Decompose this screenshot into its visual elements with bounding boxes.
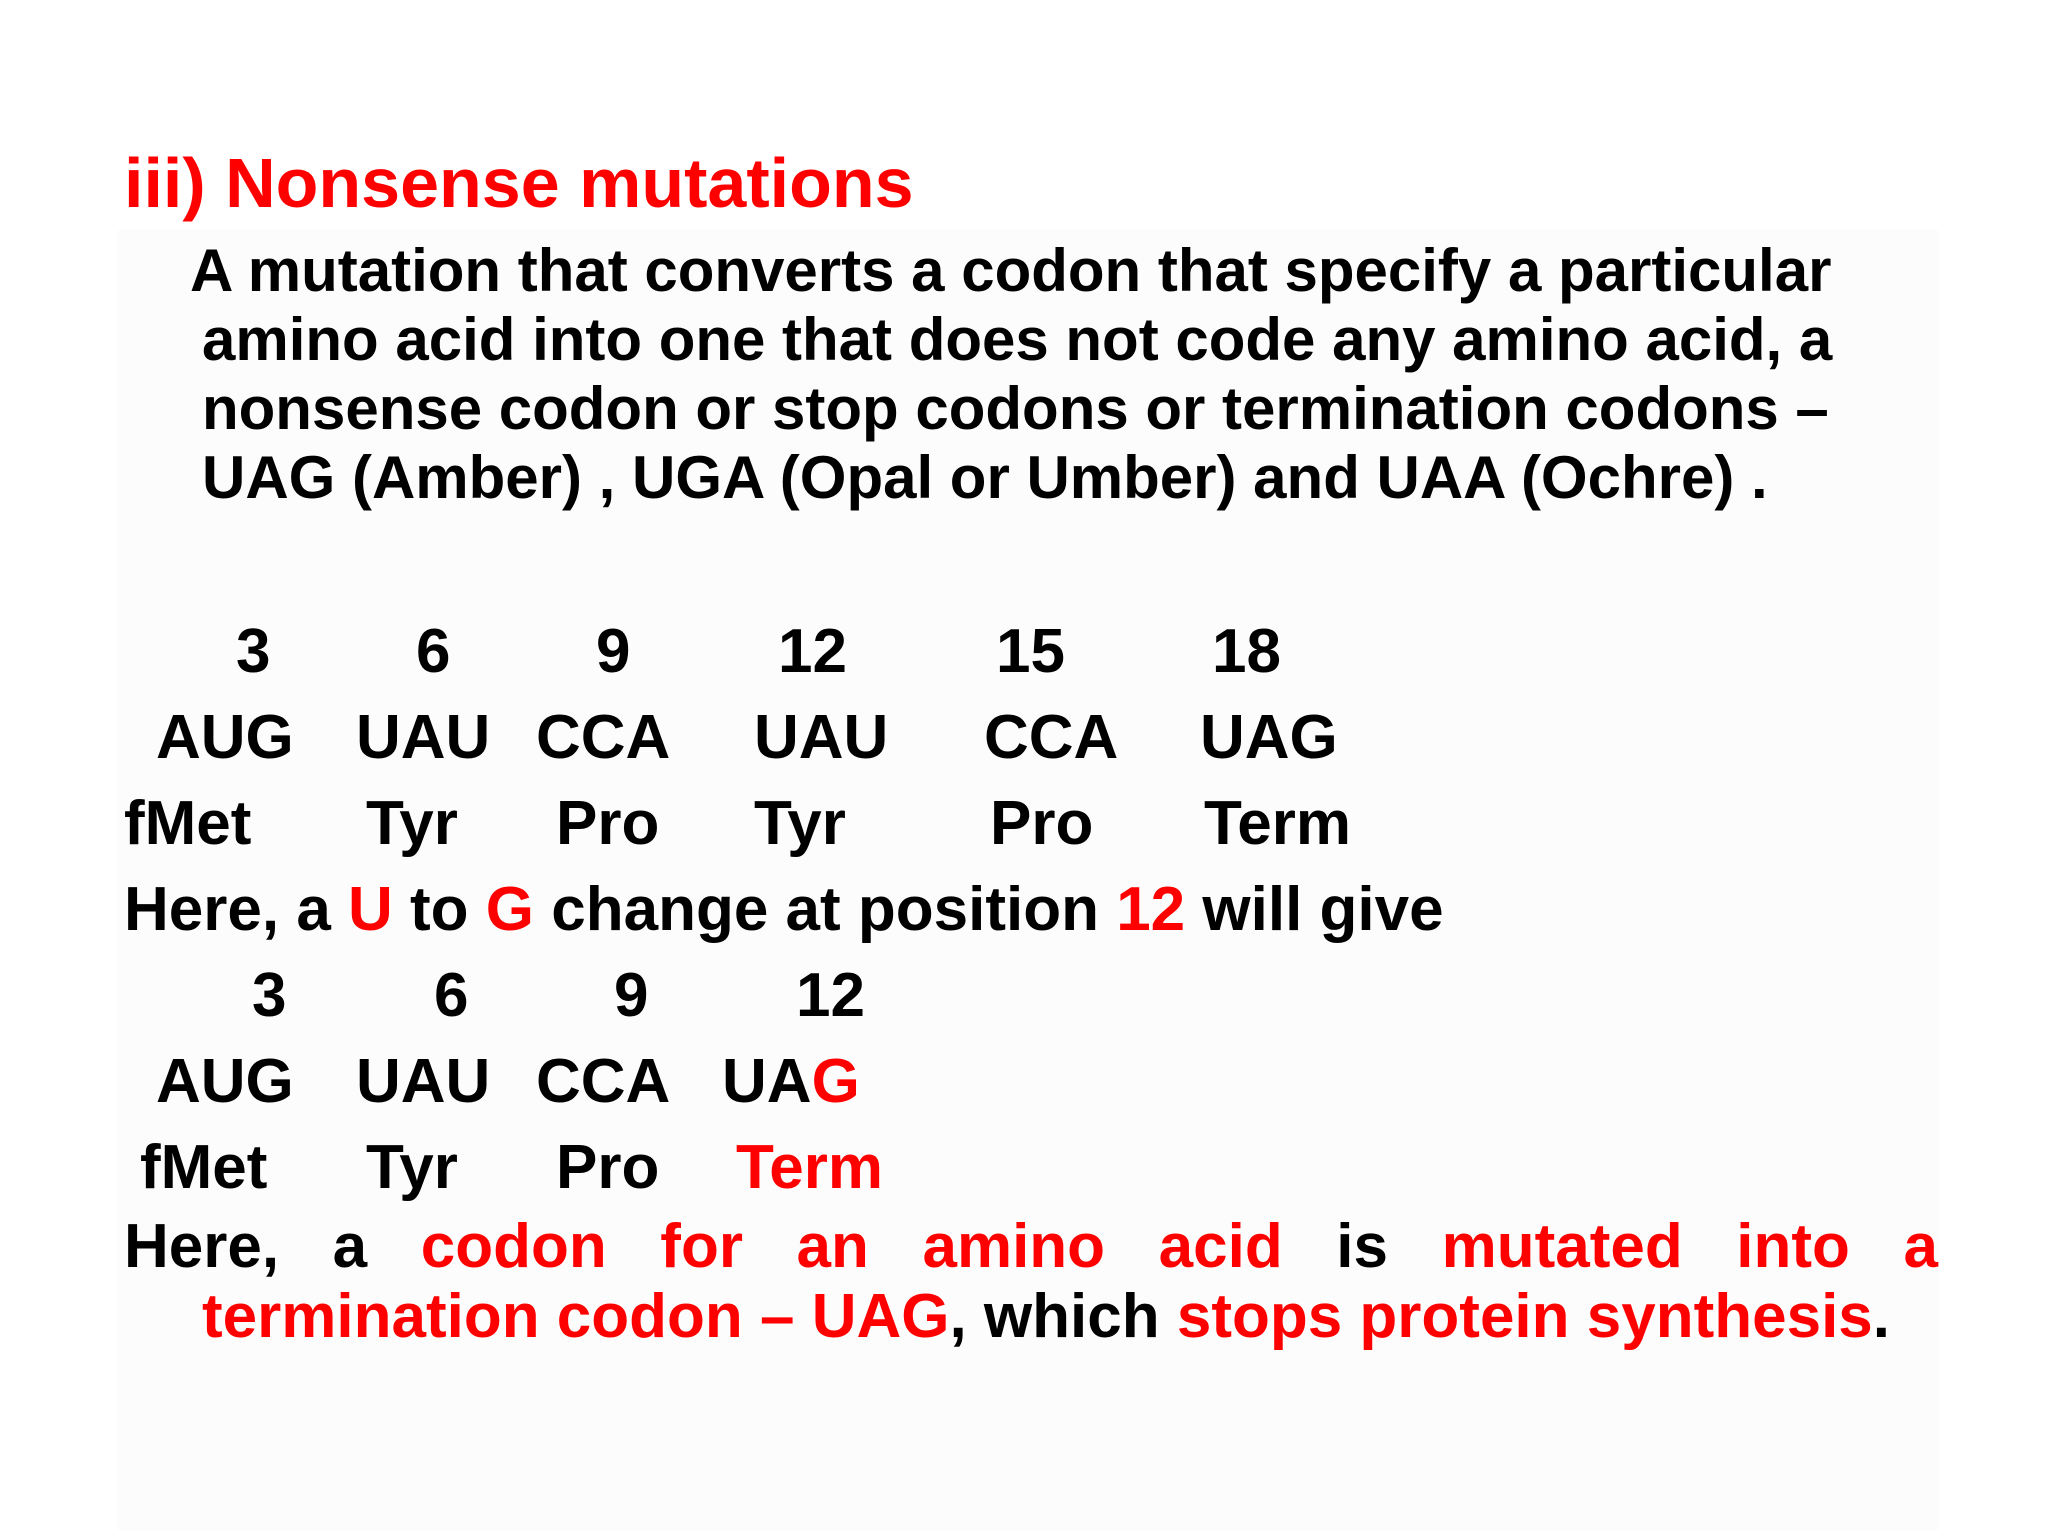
amino-acid: Tyr: [366, 789, 458, 858]
conclusion-line-2: [124, 1282, 1938, 1352]
codon: UAU: [356, 1047, 491, 1116]
termination-amino-acid: Term: [736, 1133, 884, 1202]
conclusion-highlight: stops protein synthesis: [1176, 1282, 1873, 1351]
amino-acid: Tyr: [366, 1133, 458, 1202]
amino-acid: Tyr: [754, 789, 846, 858]
conclusion-word: codon: [420, 1212, 607, 1281]
position-label: 9: [614, 961, 649, 1030]
definition-line-4: UAG (Amber) , UGA (Opal or Umber) and UAA (Ochre) .: [202, 444, 1768, 511]
original-base: U: [348, 875, 393, 944]
mutated-codon: [722, 1042, 860, 1122]
change-text: Here, a: [124, 875, 349, 944]
change-text: change at position: [534, 875, 1117, 944]
amino-acid: fMet: [124, 789, 252, 858]
conclusion-word: amino: [922, 1212, 1106, 1281]
mutation-position: 12: [1116, 875, 1186, 944]
conclusion-word: acid: [1158, 1212, 1283, 1281]
conclusion: [124, 1212, 1938, 1352]
conclusion-text: , which: [949, 1282, 1177, 1351]
conclusion-word: a: [1903, 1212, 1938, 1281]
mutated-base: G: [811, 1047, 860, 1116]
codon: CCA: [536, 703, 671, 772]
change-sentence: [124, 870, 1444, 950]
conclusion-line-1: [124, 1212, 1938, 1282]
conclusion-highlight: termination codon – UAG: [202, 1282, 950, 1351]
conclusion-word: for: [660, 1212, 743, 1281]
change-text: to: [392, 875, 486, 944]
conclusion-word: mutated: [1441, 1212, 1683, 1281]
codon: CCA: [984, 703, 1119, 772]
conclusion-word: Here,: [124, 1212, 280, 1281]
amino-acid: Pro: [556, 1133, 660, 1202]
position-label: 6: [416, 617, 451, 686]
position-label: 12: [796, 961, 865, 1030]
slide-title: iii) Nonsense mutations: [124, 144, 914, 222]
conclusion-word: is: [1336, 1212, 1388, 1281]
position-label: 15: [996, 617, 1065, 686]
position-label: 3: [252, 961, 287, 1030]
mutated-codon-prefix: UA: [722, 1047, 812, 1116]
codon: UAU: [754, 703, 889, 772]
definition-line-2: amino acid into one that does not code any amino acid, a: [202, 306, 1833, 373]
position-label: 18: [1212, 617, 1281, 686]
codon: AUG: [156, 703, 294, 772]
definition-line-1: A mutation that converts a codon that specify a particular: [190, 237, 1832, 304]
conclusion-word: an: [796, 1212, 869, 1281]
position-label: 6: [434, 961, 469, 1030]
amino-acid: fMet: [140, 1133, 268, 1202]
codon: UAG: [1200, 703, 1338, 772]
change-text: will give: [1185, 875, 1444, 944]
position-label: 3: [236, 617, 271, 686]
mutant-base: G: [485, 875, 535, 944]
conclusion-word: a: [332, 1212, 368, 1281]
position-label: 9: [596, 617, 631, 686]
amino-acid: Term: [1204, 789, 1352, 858]
position-label: 12: [778, 617, 847, 686]
conclusion-word: into: [1736, 1212, 1850, 1281]
amino-acid: Pro: [556, 789, 660, 858]
codon: UAU: [356, 703, 491, 772]
conclusion-text: .: [1872, 1282, 1891, 1351]
codon: CCA: [536, 1047, 671, 1116]
definition-line-3: nonsense codon or stop codons or termination codons –: [202, 375, 1829, 442]
amino-acid: Pro: [990, 789, 1094, 858]
codon: AUG: [156, 1047, 294, 1116]
